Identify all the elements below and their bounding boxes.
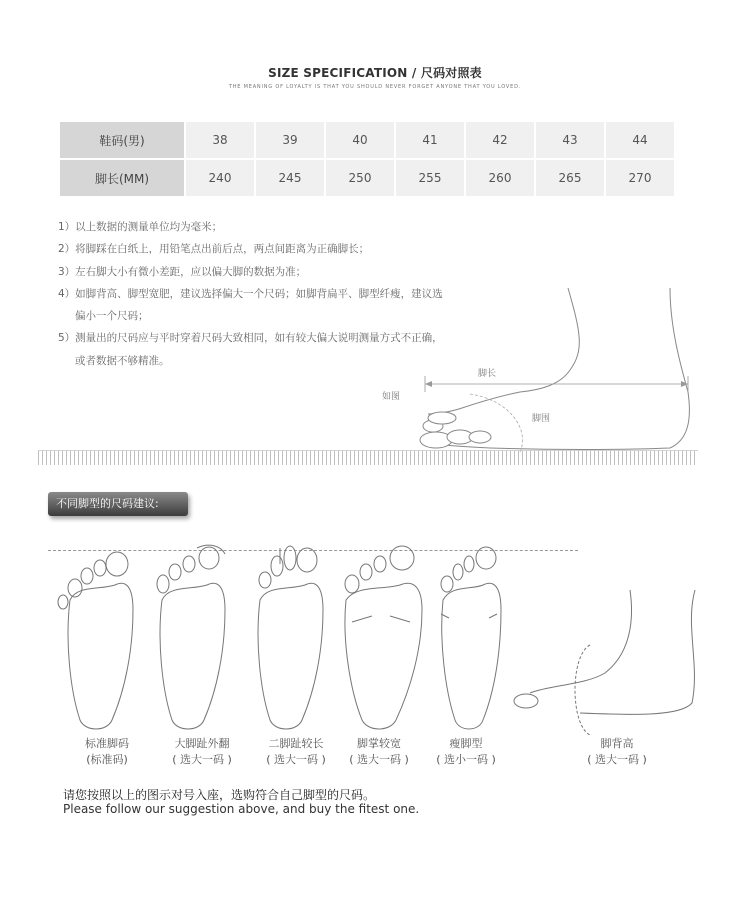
page-title: SIZE SPECIFICATION / 尺码对照表	[268, 66, 482, 80]
section-tag: 不同脚型的尺码建议:	[48, 492, 188, 516]
size-table	[58, 120, 676, 198]
girth-label: 脚围	[532, 414, 551, 424]
note-line: 3）左右脚大小有微小差距，应以偏大脚的数据为准；	[58, 265, 307, 278]
foot-type-illustrations	[55, 540, 515, 735]
note-line: 5）测量出的尺码应与平时穿着尺码大致相同，如有较大偏大说明测量方式不正确，	[58, 332, 443, 345]
foot-bunion-icon	[157, 545, 225, 729]
table-cell: 250	[325, 159, 395, 197]
table-cell: 270	[605, 159, 675, 197]
table-cell: 44	[605, 121, 675, 159]
table-cell: 255	[395, 159, 465, 197]
table-cell: 42	[465, 121, 535, 159]
table-cell: 39	[255, 121, 325, 159]
table-cell: 245	[255, 159, 325, 197]
note-line: 2）将脚踩在白纸上，用铅笔点出前后点，两点间距离为正确脚长；	[58, 243, 370, 256]
table-cell: 41	[395, 121, 465, 159]
table-cell: 43	[535, 121, 605, 159]
foot-wide-icon	[345, 546, 422, 729]
footer-text-cn: 请您按照以上的图示对号入座，选购符合自己脚型的尺码。	[63, 788, 376, 802]
row-header: 脚长(MM)	[59, 159, 185, 197]
toe-shape	[420, 432, 452, 448]
note-line: 1）以上数据的测量单位均为毫米；	[58, 221, 223, 233]
table-cell: 240	[185, 159, 255, 197]
foot-type-label: 脚掌较宽 ( 选大一码 )	[349, 737, 409, 766]
foot-outline-back	[435, 288, 689, 450]
length-label: 脚长	[478, 369, 497, 379]
table-cell: 265	[535, 159, 605, 197]
foot-type-label: 标准脚码 (标准码)	[85, 737, 129, 766]
foot-type-label: 瘦脚型 ( 选小一码 )	[436, 737, 496, 766]
foot-outline-top	[428, 288, 579, 414]
foot-type-label: 二脚趾较长 ( 选大一码 )	[266, 737, 326, 766]
table-cell: 40	[325, 121, 395, 159]
arrow-left-icon	[425, 381, 432, 387]
note-line: 偏小一个尺码；	[75, 310, 149, 323]
footer-text-en: Please follow our suggestion above, and buy the fitest one.	[63, 802, 420, 816]
ruler	[38, 450, 698, 465]
table-cell: 260	[465, 159, 535, 197]
table-cell: 38	[185, 121, 255, 159]
row-header: 鞋码(男)	[59, 121, 185, 159]
toe-shape	[428, 412, 456, 424]
table-row	[59, 121, 675, 159]
foot-measure-diagram	[370, 280, 700, 470]
note-line: 或者数据不够精准。	[75, 354, 170, 367]
foot-slim-icon	[441, 547, 501, 729]
note-line: 4）如脚背高、脚型宽肥，建议选择偏大一个尺码；如脚背扁平、脚型纤瘦，建议选	[58, 287, 443, 300]
table-row	[59, 159, 675, 197]
foot-standard-icon	[58, 552, 133, 729]
toe-shape	[469, 431, 491, 443]
example-label: 如图	[382, 392, 401, 402]
arrow-right-icon	[681, 381, 688, 387]
foot-high-instep-icon	[510, 585, 700, 735]
foot-long-second-toe-icon	[258, 546, 323, 729]
page-subtitle: THE MEANING OF LOYALTY IS THAT YOU SHOULD NEVER FORGET ANYONE THAT YOU LOVED.	[228, 84, 522, 90]
foot-type-label: 脚背高 ( 选大一码 )	[587, 737, 647, 766]
foot-type-label: 大脚趾外翻 ( 选大一码 )	[172, 737, 232, 766]
